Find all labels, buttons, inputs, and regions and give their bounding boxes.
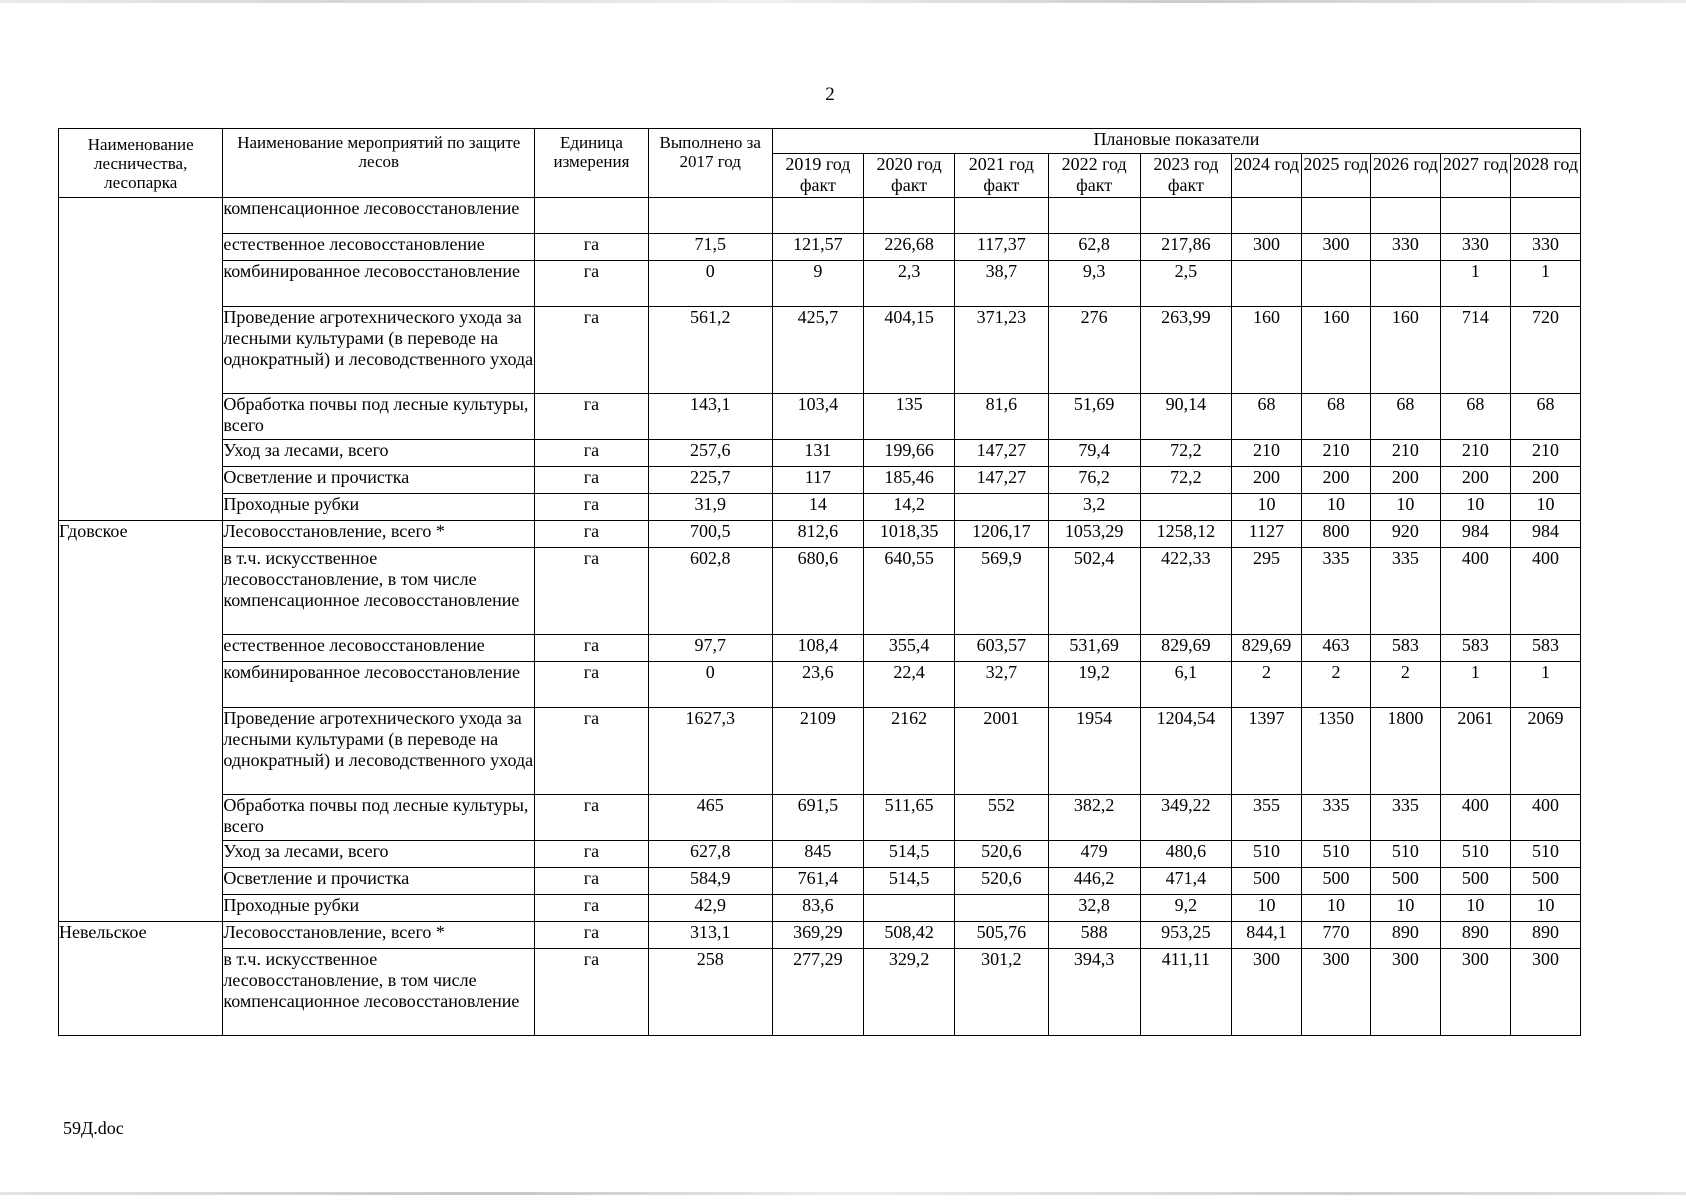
- plan-value-cell: [1140, 198, 1231, 234]
- plan-value-cell: 920: [1370, 521, 1440, 548]
- plan-value-cell: 185,46: [863, 467, 954, 494]
- plan-value-cell: 108,4: [772, 635, 863, 662]
- plan-value-cell: 10: [1231, 494, 1301, 521]
- plan-value-cell: 510: [1370, 841, 1440, 868]
- plan-value-cell: 680,6: [772, 548, 863, 635]
- document-filename: 59Д.doc: [63, 1118, 124, 1138]
- unit-cell: га: [535, 662, 648, 708]
- plan-value-cell: 10: [1301, 494, 1370, 521]
- plan-value-cell: 226,68: [863, 234, 954, 261]
- plan-value-cell: 335: [1301, 795, 1370, 841]
- plan-value-cell: 552: [955, 795, 1048, 841]
- plan-value-cell: 10: [1440, 895, 1510, 922]
- plan-value-cell: 277,29: [772, 949, 863, 1036]
- plan-value-cell: 505,76: [955, 922, 1048, 949]
- plan-value-cell: 2: [1370, 662, 1440, 708]
- plan-value-cell: 300: [1440, 949, 1510, 1036]
- unit-cell: га: [535, 494, 648, 521]
- plan-value-cell: [1231, 261, 1301, 307]
- unit-cell: га: [535, 895, 648, 922]
- plan-value-cell: 404,15: [863, 307, 954, 394]
- activity-name: естественное лесовосстановление: [223, 234, 535, 261]
- plan-value-cell: 714: [1440, 307, 1510, 394]
- activity-name: Осветление и прочистка: [223, 868, 535, 895]
- done-2017-cell: 1627,3: [648, 708, 772, 795]
- plan-value-cell: 335: [1370, 795, 1440, 841]
- done-2017-cell: 31,9: [648, 494, 772, 521]
- plan-value-cell: 400: [1510, 795, 1580, 841]
- plan-value-cell: 502,4: [1048, 548, 1140, 635]
- plan-value-cell: 514,5: [863, 868, 954, 895]
- plan-value-cell: 1018,35: [863, 521, 954, 548]
- plan-value-cell: 200: [1510, 467, 1580, 494]
- plan-value-cell: 300: [1301, 234, 1370, 261]
- plan-value-cell: 953,25: [1140, 922, 1231, 949]
- plan-value-cell: 2001: [955, 708, 1048, 795]
- done-2017-cell: 258: [648, 949, 772, 1036]
- unit-cell: га: [535, 841, 648, 868]
- activity-name: Осветление и прочистка: [223, 467, 535, 494]
- plan-value-cell: [955, 494, 1048, 521]
- plan-value-cell: 1053,29: [1048, 521, 1140, 548]
- plan-value-cell: 349,22: [1140, 795, 1231, 841]
- plan-value-cell: 355: [1231, 795, 1301, 841]
- plan-value-cell: 72,2: [1140, 467, 1231, 494]
- plan-value-cell: 1350: [1301, 708, 1370, 795]
- unit-cell: га: [535, 795, 648, 841]
- plan-value-cell: 890: [1370, 922, 1440, 949]
- unit-cell: га: [535, 234, 648, 261]
- plan-value-cell: 3,2: [1048, 494, 1140, 521]
- plan-value-cell: 422,33: [1140, 548, 1231, 635]
- header-done: Выполнено за 2017 год: [648, 129, 772, 198]
- forest-measures-table: [58, 128, 1581, 1036]
- unit-cell: га: [535, 261, 648, 307]
- done-2017-cell: 143,1: [648, 394, 772, 440]
- plan-value-cell: 300: [1231, 234, 1301, 261]
- plan-value-cell: 1800: [1370, 708, 1440, 795]
- plan-value-cell: 300: [1370, 949, 1440, 1036]
- plan-value-cell: 520,6: [955, 868, 1048, 895]
- plan-value-cell: 121,57: [772, 234, 863, 261]
- plan-value-cell: [1510, 198, 1580, 234]
- plan-value-cell: 603,57: [955, 635, 1048, 662]
- plan-value-cell: 90,14: [1140, 394, 1231, 440]
- plan-value-cell: 300: [1510, 949, 1580, 1036]
- plan-value-cell: 300: [1301, 949, 1370, 1036]
- plan-value-cell: 355,4: [863, 635, 954, 662]
- header-forestry: Наименование лесничества, лесопарка: [59, 129, 223, 198]
- table-row: [59, 494, 1581, 521]
- plan-value-cell: 117,37: [955, 234, 1048, 261]
- plan-value-cell: 1: [1440, 662, 1510, 708]
- plan-value-cell: 9: [772, 261, 863, 307]
- plan-value-cell: 72,2: [1140, 440, 1231, 467]
- plan-value-cell: 81,6: [955, 394, 1048, 440]
- plan-value-cell: 83,6: [772, 895, 863, 922]
- plan-value-cell: 10: [1370, 494, 1440, 521]
- header-year: 2021 год факт: [955, 154, 1048, 198]
- plan-value-cell: 400: [1440, 795, 1510, 841]
- table-row: [59, 307, 1581, 394]
- activity-name: Лесовосстановление, всего *: [223, 521, 535, 548]
- activity-name: Уход за лесами, всего: [223, 440, 535, 467]
- plan-value-cell: 463: [1301, 635, 1370, 662]
- table-row: [59, 198, 1581, 234]
- plan-value-cell: 210: [1440, 440, 1510, 467]
- table-row: [59, 261, 1581, 307]
- plan-value-cell: 1397: [1231, 708, 1301, 795]
- plan-value-cell: 14,2: [863, 494, 954, 521]
- table-row: [59, 868, 1581, 895]
- plan-value-cell: 2061: [1440, 708, 1510, 795]
- plan-value-cell: 829,69: [1140, 635, 1231, 662]
- plan-value-cell: 720: [1510, 307, 1580, 394]
- plan-value-cell: 19,2: [1048, 662, 1140, 708]
- table-row: [59, 662, 1581, 708]
- unit-cell: га: [535, 394, 648, 440]
- plan-value-cell: 2162: [863, 708, 954, 795]
- table-row: [59, 841, 1581, 868]
- plan-value-cell: 2,5: [1140, 261, 1231, 307]
- plan-value-cell: 263,99: [1140, 307, 1231, 394]
- plan-value-cell: 14: [772, 494, 863, 521]
- table-row: [59, 708, 1581, 795]
- done-2017-cell: 584,9: [648, 868, 772, 895]
- plan-value-cell: [772, 198, 863, 234]
- done-2017-cell: 561,2: [648, 307, 772, 394]
- unit-cell: га: [535, 440, 648, 467]
- plan-value-cell: 514,5: [863, 841, 954, 868]
- activity-name: компенсационное лесовосстановление: [223, 198, 535, 234]
- plan-value-cell: 295: [1231, 548, 1301, 635]
- plan-value-cell: 2,3: [863, 261, 954, 307]
- plan-value-cell: [863, 895, 954, 922]
- page-number: 2: [825, 84, 835, 105]
- plan-value-cell: 10: [1510, 494, 1580, 521]
- done-2017-cell: 700,5: [648, 521, 772, 548]
- table-row: [59, 548, 1581, 635]
- plan-value-cell: 812,6: [772, 521, 863, 548]
- done-2017-cell: 42,9: [648, 895, 772, 922]
- table-row: [59, 635, 1581, 662]
- done-2017-cell: 71,5: [648, 234, 772, 261]
- unit-cell: га: [535, 868, 648, 895]
- plan-value-cell: [1048, 198, 1140, 234]
- unit-cell: [535, 198, 648, 234]
- table-row: [59, 922, 1581, 949]
- plan-value-cell: 330: [1440, 234, 1510, 261]
- activity-name: естественное лесовосстановление: [223, 635, 535, 662]
- done-2017-cell: [648, 198, 772, 234]
- table-row: [59, 394, 1581, 440]
- plan-value-cell: 10: [1370, 895, 1440, 922]
- forestry-name: [59, 198, 223, 521]
- activity-name: комбинированное лесовосстановление: [223, 662, 535, 708]
- plan-value-cell: 761,4: [772, 868, 863, 895]
- plan-value-cell: 38,7: [955, 261, 1048, 307]
- plan-value-cell: 400: [1510, 548, 1580, 635]
- plan-value-cell: 510: [1301, 841, 1370, 868]
- plan-value-cell: 691,5: [772, 795, 863, 841]
- plan-value-cell: 200: [1301, 467, 1370, 494]
- plan-value-cell: 510: [1440, 841, 1510, 868]
- plan-value-cell: 32,8: [1048, 895, 1140, 922]
- plan-value-cell: 520,6: [955, 841, 1048, 868]
- plan-value-cell: [863, 198, 954, 234]
- plan-value-cell: 76,2: [1048, 467, 1140, 494]
- header-plan-group: Плановые показатели: [772, 129, 1580, 154]
- plan-value-cell: 640,55: [863, 548, 954, 635]
- table-row: [59, 795, 1581, 841]
- plan-value-cell: 301,2: [955, 949, 1048, 1036]
- plan-value-cell: 382,2: [1048, 795, 1140, 841]
- forestry-name: Гдовское: [59, 521, 223, 922]
- plan-value-cell: 68: [1440, 394, 1510, 440]
- plan-value-cell: 371,23: [955, 307, 1048, 394]
- plan-value-cell: 23,6: [772, 662, 863, 708]
- plan-value-cell: 79,4: [1048, 440, 1140, 467]
- activity-name: в т.ч. искусственное лесовосстановление, в том числе компенсационное лесовосстановление: [223, 548, 535, 635]
- plan-value-cell: 500: [1510, 868, 1580, 895]
- done-2017-cell: 0: [648, 662, 772, 708]
- unit-cell: га: [535, 922, 648, 949]
- plan-value-cell: 68: [1231, 394, 1301, 440]
- table-header: [59, 129, 1581, 198]
- header-year: 2019 год факт: [772, 154, 863, 198]
- plan-value-cell: 1206,17: [955, 521, 1048, 548]
- plan-value-cell: 1204,54: [1140, 708, 1231, 795]
- scan-edge-bottom: [0, 1192, 1686, 1195]
- unit-cell: га: [535, 521, 648, 548]
- plan-value-cell: 471,4: [1140, 868, 1231, 895]
- done-2017-cell: 0: [648, 261, 772, 307]
- plan-value-cell: 300: [1231, 949, 1301, 1036]
- plan-value-cell: 330: [1510, 234, 1580, 261]
- plan-value-cell: 68: [1510, 394, 1580, 440]
- plan-value-cell: 583: [1510, 635, 1580, 662]
- plan-value-cell: [1231, 198, 1301, 234]
- plan-value-cell: 369,29: [772, 922, 863, 949]
- plan-value-cell: [1140, 494, 1231, 521]
- plan-value-cell: 10: [1510, 895, 1580, 922]
- header-year: 2023 год факт: [1140, 154, 1231, 198]
- plan-value-cell: 890: [1510, 922, 1580, 949]
- plan-value-cell: 500: [1301, 868, 1370, 895]
- plan-value-cell: 984: [1510, 521, 1580, 548]
- plan-value-cell: 160: [1231, 307, 1301, 394]
- plan-value-cell: 10: [1301, 895, 1370, 922]
- plan-value-cell: 147,27: [955, 467, 1048, 494]
- plan-value-cell: 210: [1231, 440, 1301, 467]
- scan-edge-top: [0, 0, 1686, 3]
- activity-name: комбинированное лесовосстановление: [223, 261, 535, 307]
- plan-value-cell: 103,4: [772, 394, 863, 440]
- plan-value-cell: 22,4: [863, 662, 954, 708]
- plan-value-cell: 335: [1370, 548, 1440, 635]
- plan-value-cell: 845: [772, 841, 863, 868]
- plan-value-cell: 6,1: [1140, 662, 1231, 708]
- plan-value-cell: 2069: [1510, 708, 1580, 795]
- done-2017-cell: 602,8: [648, 548, 772, 635]
- plan-value-cell: 844,1: [1231, 922, 1301, 949]
- done-2017-cell: 257,6: [648, 440, 772, 467]
- plan-value-cell: [1370, 198, 1440, 234]
- plan-value-cell: 200: [1440, 467, 1510, 494]
- plan-value-cell: 131: [772, 440, 863, 467]
- plan-value-cell: 210: [1510, 440, 1580, 467]
- plan-value-cell: 335: [1301, 548, 1370, 635]
- plan-value-cell: 330: [1370, 234, 1440, 261]
- plan-value-cell: 425,7: [772, 307, 863, 394]
- plan-value-cell: 160: [1370, 307, 1440, 394]
- done-2017-cell: 627,8: [648, 841, 772, 868]
- plan-value-cell: 2: [1231, 662, 1301, 708]
- table-body: [59, 198, 1581, 1036]
- plan-value-cell: 500: [1370, 868, 1440, 895]
- unit-cell: га: [535, 467, 648, 494]
- plan-value-cell: 1954: [1048, 708, 1140, 795]
- plan-value-cell: 9,3: [1048, 261, 1140, 307]
- plan-value-cell: 200: [1370, 467, 1440, 494]
- plan-value-cell: 1: [1510, 662, 1580, 708]
- unit-cell: га: [535, 548, 648, 635]
- plan-value-cell: 829,69: [1231, 635, 1301, 662]
- plan-value-cell: 199,66: [863, 440, 954, 467]
- plan-value-cell: 500: [1440, 868, 1510, 895]
- table-row: [59, 467, 1581, 494]
- table-row: [59, 521, 1581, 548]
- plan-value-cell: 1127: [1231, 521, 1301, 548]
- done-2017-cell: 225,7: [648, 467, 772, 494]
- plan-value-cell: 210: [1301, 440, 1370, 467]
- plan-value-cell: 1: [1510, 261, 1580, 307]
- plan-value-cell: 531,69: [1048, 635, 1140, 662]
- plan-value-cell: 1258,12: [1140, 521, 1231, 548]
- activity-name: Уход за лесами, всего: [223, 841, 535, 868]
- plan-value-cell: 2109: [772, 708, 863, 795]
- plan-value-cell: [1370, 261, 1440, 307]
- plan-value-cell: 479: [1048, 841, 1140, 868]
- header-unit: Единица измерения: [535, 129, 648, 198]
- header-year: 2026 год: [1370, 154, 1440, 198]
- plan-value-cell: [1301, 198, 1370, 234]
- plan-value-cell: 51,69: [1048, 394, 1140, 440]
- table-row: [59, 440, 1581, 467]
- done-2017-cell: 97,7: [648, 635, 772, 662]
- done-2017-cell: 465: [648, 795, 772, 841]
- plan-value-cell: 135: [863, 394, 954, 440]
- header-year: 2020 год факт: [863, 154, 954, 198]
- plan-value-cell: 510: [1510, 841, 1580, 868]
- activity-name: Проходные рубки: [223, 895, 535, 922]
- plan-value-cell: 10: [1231, 895, 1301, 922]
- plan-value-cell: 9,2: [1140, 895, 1231, 922]
- header-activity: Наименование мероприятий по защите лесов: [223, 129, 535, 198]
- header-year: 2022 год факт: [1048, 154, 1140, 198]
- plan-value-cell: 68: [1370, 394, 1440, 440]
- plan-value-cell: 32,7: [955, 662, 1048, 708]
- plan-value-cell: 394,3: [1048, 949, 1140, 1036]
- plan-value-cell: 160: [1301, 307, 1370, 394]
- plan-value-cell: 2: [1301, 662, 1370, 708]
- plan-value-cell: 68: [1301, 394, 1370, 440]
- plan-value-cell: 400: [1440, 548, 1510, 635]
- unit-cell: га: [535, 708, 648, 795]
- plan-value-cell: [955, 198, 1048, 234]
- plan-value-cell: 510: [1231, 841, 1301, 868]
- plan-value-cell: 588: [1048, 922, 1140, 949]
- plan-value-cell: [1440, 198, 1510, 234]
- plan-value-cell: 508,42: [863, 922, 954, 949]
- plan-value-cell: 411,11: [1140, 949, 1231, 1036]
- unit-cell: га: [535, 307, 648, 394]
- plan-value-cell: [955, 895, 1048, 922]
- plan-value-cell: 511,65: [863, 795, 954, 841]
- plan-value-cell: 583: [1370, 635, 1440, 662]
- unit-cell: га: [535, 949, 648, 1036]
- plan-value-cell: 890: [1440, 922, 1510, 949]
- header-year: 2025 год: [1301, 154, 1370, 198]
- plan-value-cell: 1: [1440, 261, 1510, 307]
- plan-value-cell: 480,6: [1140, 841, 1231, 868]
- plan-value-cell: 329,2: [863, 949, 954, 1036]
- forestry-name: Невельское: [59, 922, 223, 1036]
- header-year: 2028 год: [1510, 154, 1580, 198]
- plan-value-cell: 583: [1440, 635, 1510, 662]
- activity-name: Проходные рубки: [223, 494, 535, 521]
- plan-value-cell: 984: [1440, 521, 1510, 548]
- table-row: [59, 234, 1581, 261]
- plan-value-cell: [1301, 261, 1370, 307]
- plan-value-cell: 147,27: [955, 440, 1048, 467]
- table-row: [59, 895, 1581, 922]
- done-2017-cell: 313,1: [648, 922, 772, 949]
- plan-value-cell: 62,8: [1048, 234, 1140, 261]
- plan-value-cell: 276: [1048, 307, 1140, 394]
- plan-value-cell: 10: [1440, 494, 1510, 521]
- activity-name: в т.ч. искусственное лесовосстановление, в том числе компенсационное лесовосстановление: [223, 949, 535, 1036]
- activity-name: Обработка почвы под лесные культуры, всего: [223, 795, 535, 841]
- activity-name: Проведение агротехнического ухода за лесными культурами (в переводе на однократный) и лесоводственного ухода: [223, 708, 535, 795]
- header-year: 2027 год: [1440, 154, 1510, 198]
- plan-value-cell: 500: [1231, 868, 1301, 895]
- plan-value-cell: 446,2: [1048, 868, 1140, 895]
- header-year: 2024 год: [1231, 154, 1301, 198]
- activity-name: Лесовосстановление, всего *: [223, 922, 535, 949]
- plan-value-cell: 217,86: [1140, 234, 1231, 261]
- table-row: [59, 949, 1581, 1036]
- plan-value-cell: 117: [772, 467, 863, 494]
- unit-cell: га: [535, 635, 648, 662]
- plan-value-cell: 200: [1231, 467, 1301, 494]
- plan-value-cell: 770: [1301, 922, 1370, 949]
- activity-name: Обработка почвы под лесные культуры, всего: [223, 394, 535, 440]
- activity-name: Проведение агротехнического ухода за лесными культурами (в переводе на однократный) и лесоводственного ухода: [223, 307, 535, 394]
- plan-value-cell: 569,9: [955, 548, 1048, 635]
- plan-value-cell: 800: [1301, 521, 1370, 548]
- plan-value-cell: 210: [1370, 440, 1440, 467]
